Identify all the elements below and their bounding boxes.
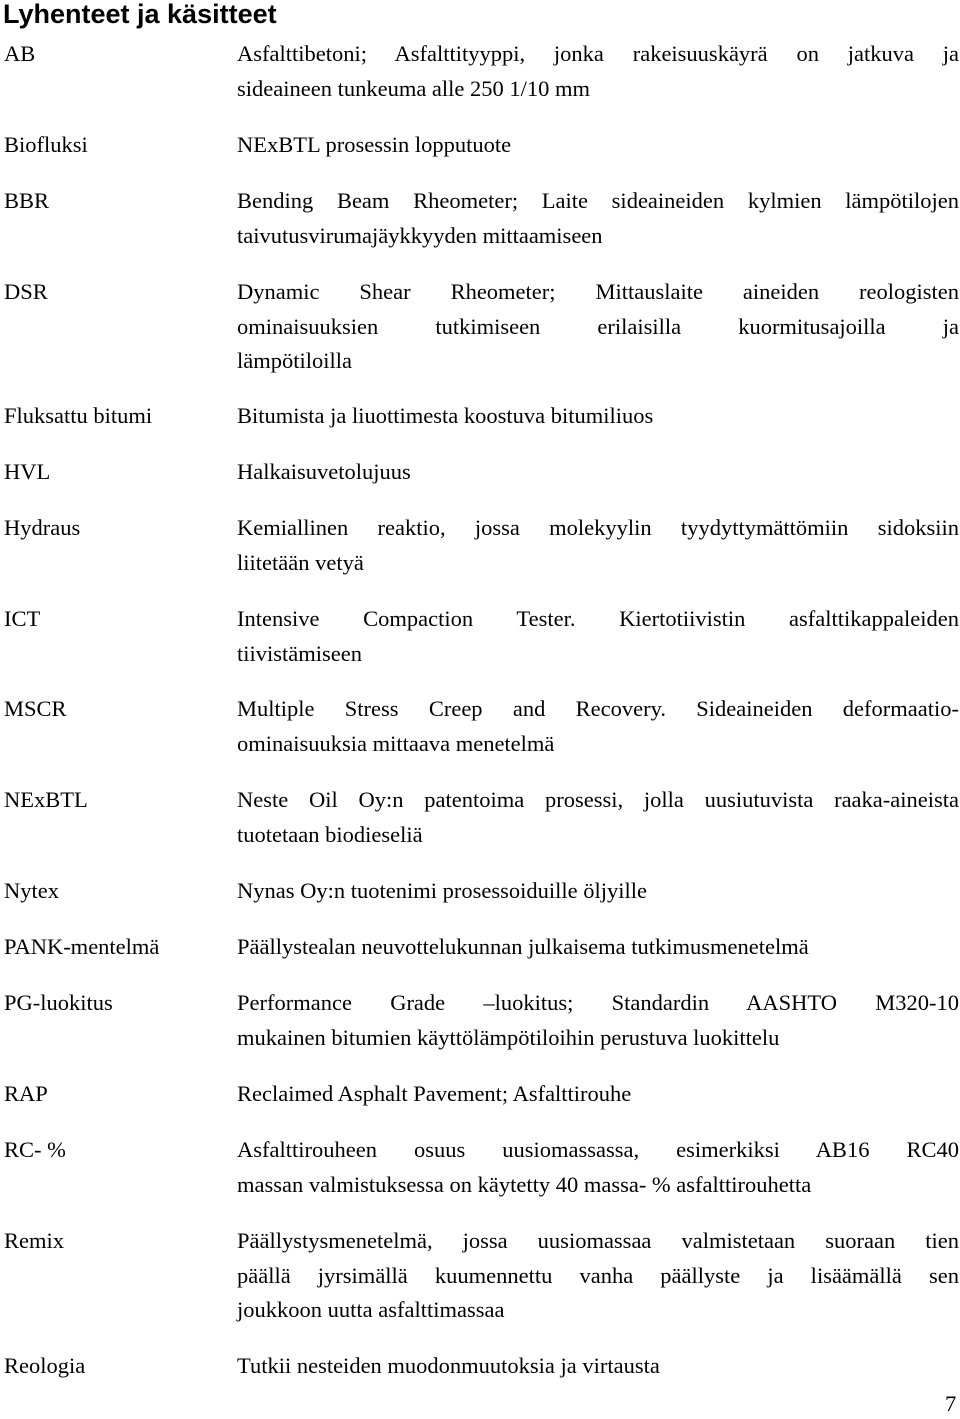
- page-number: 7: [945, 1391, 957, 1416]
- definition-line: ominaisuuksia mittaava menetelmä: [237, 730, 555, 756]
- definition-hydraus: [237, 511, 959, 580]
- definition-line: Performance Grade –luokitus; Standardin AASHTO M320-10: [237, 990, 959, 1015]
- definition-line: Multiple Stress Creep and Recovery. Sideaineiden deformaatio-: [237, 696, 959, 721]
- definition-line: Dynamic Shear Rheometer; Mittauslaite aineiden reologisten: [237, 279, 959, 304]
- definition-line: Halkaisuvetolujuus: [237, 459, 411, 484]
- definition-pg-luokitus: [237, 986, 959, 1055]
- definition-line: Nynas Oy:n tuotenimi prosessoiduille öljyille: [237, 878, 647, 903]
- definition-ict: [237, 602, 959, 671]
- definition-line: Kemiallinen reaktio, jossa molekyylin tyydyttymättömiin sidoksiin: [237, 515, 959, 540]
- page-heading: Lyhenteet ja käsitteet: [3, 0, 277, 29]
- definition-line: tuotetaan biodieseliä: [237, 821, 423, 847]
- term-ict: ICT: [4, 606, 41, 631]
- definition-line: massan valmistuksessa on käytetty 40 massa- % asfalttirouhetta: [237, 1171, 812, 1197]
- definition-line: Neste Oil Oy:n patentoima prosessi, jolla uusiutuvista raaka-aineista: [237, 787, 959, 812]
- definition-remix: [237, 1224, 959, 1328]
- term-fluksattu-bitumi: Fluksattu bitumi: [4, 403, 153, 428]
- definition-reologia: [237, 1349, 959, 1384]
- definition-rc-percent: [237, 1133, 959, 1202]
- term-hvl: HVL: [4, 459, 51, 484]
- definition-nytex: [237, 874, 959, 909]
- definition-line: Reclaimed Asphalt Pavement; Asfalttirouhe: [237, 1081, 632, 1106]
- definition-line: lämpötiloilla: [237, 348, 352, 373]
- definition-line: Asfalttirouheen osuus uusiomassassa, esimerkiksi AB16 RC40: [237, 1137, 959, 1162]
- term-hydraus: Hydraus: [4, 515, 81, 540]
- definition-pank-mentelma: [237, 930, 959, 965]
- term-nytex: Nytex: [4, 878, 59, 903]
- definition-line: Bitumista ja liuottimesta koostuva bitumiliuos: [237, 403, 654, 428]
- definition-line: Bending Beam Rheometer; Laite sideaineiden kylmien lämpötilojen: [237, 188, 959, 213]
- term-dsr: DSR: [4, 279, 48, 304]
- term-rc-percent: RC- %: [4, 1137, 66, 1162]
- definition-ab: [237, 37, 959, 106]
- definition-line: päällä jyrsimällä kuumennettu vanha päällyste ja lisäämällä sen: [237, 1262, 959, 1288]
- definition-line: Intensive Compaction Tester. Kiertotiivistin asfalttikappaleiden: [237, 606, 959, 631]
- term-mscr: MSCR: [4, 696, 67, 721]
- definition-line: Päällystealan neuvottelukunnan julkaisema tutkimusmenetelmä: [237, 934, 809, 959]
- term-biofluksi: Biofluksi: [4, 132, 88, 157]
- definition-biofluksi: [237, 128, 959, 163]
- term-pg-luokitus: PG-luokitus: [4, 990, 113, 1015]
- term-remix: Remix: [4, 1228, 64, 1253]
- definition-line: joukkoon uutta asfalttimassaa: [237, 1297, 505, 1322]
- definition-mscr: [237, 692, 959, 761]
- definition-line: NExBTL prosessin lopputuote: [237, 132, 512, 157]
- definition-line: sideaineen tunkeuma alle 250 1/10 mm: [237, 75, 591, 101]
- definition-line: ominaisuuksien tutkimiseen erilaisilla kuormitusajoilla ja: [237, 313, 959, 339]
- definition-hvl: [237, 455, 959, 490]
- term-pank-mentelma: PANK-mentelmä: [4, 934, 160, 959]
- term-bbr: BBR: [4, 188, 50, 213]
- definition-dsr: [237, 275, 959, 379]
- term-ab: AB: [4, 41, 36, 66]
- definition-line: Tutkii nesteiden muodonmuutoksia ja virtausta: [237, 1353, 660, 1378]
- definition-rap: [237, 1077, 959, 1112]
- definition-line: liitetään vetyä: [237, 549, 364, 575]
- term-rap: RAP: [4, 1081, 48, 1106]
- definition-line: taivutusvirumajäykkyyden mittaamiseen: [237, 222, 603, 248]
- definition-fluksattu-bitumi: [237, 399, 959, 434]
- definition-line: Päällystysmenetelmä, jossa uusiomassaa valmistetaan suoraan tien: [237, 1228, 959, 1253]
- term-reologia: Reologia: [4, 1353, 86, 1378]
- definition-line: Asfalttibetoni; Asfalttityyppi, jonka rakeisuuskäyrä on jatkuva ja: [237, 41, 959, 66]
- definition-bbr: [237, 184, 959, 253]
- term-nexbtl: NExBTL: [4, 787, 88, 812]
- definition-nexbtl: [237, 783, 959, 852]
- definition-line: tiivistämiseen: [237, 640, 362, 666]
- definition-line: mukainen bitumien käyttölämpötiloihin perustuva luokittelu: [237, 1024, 780, 1050]
